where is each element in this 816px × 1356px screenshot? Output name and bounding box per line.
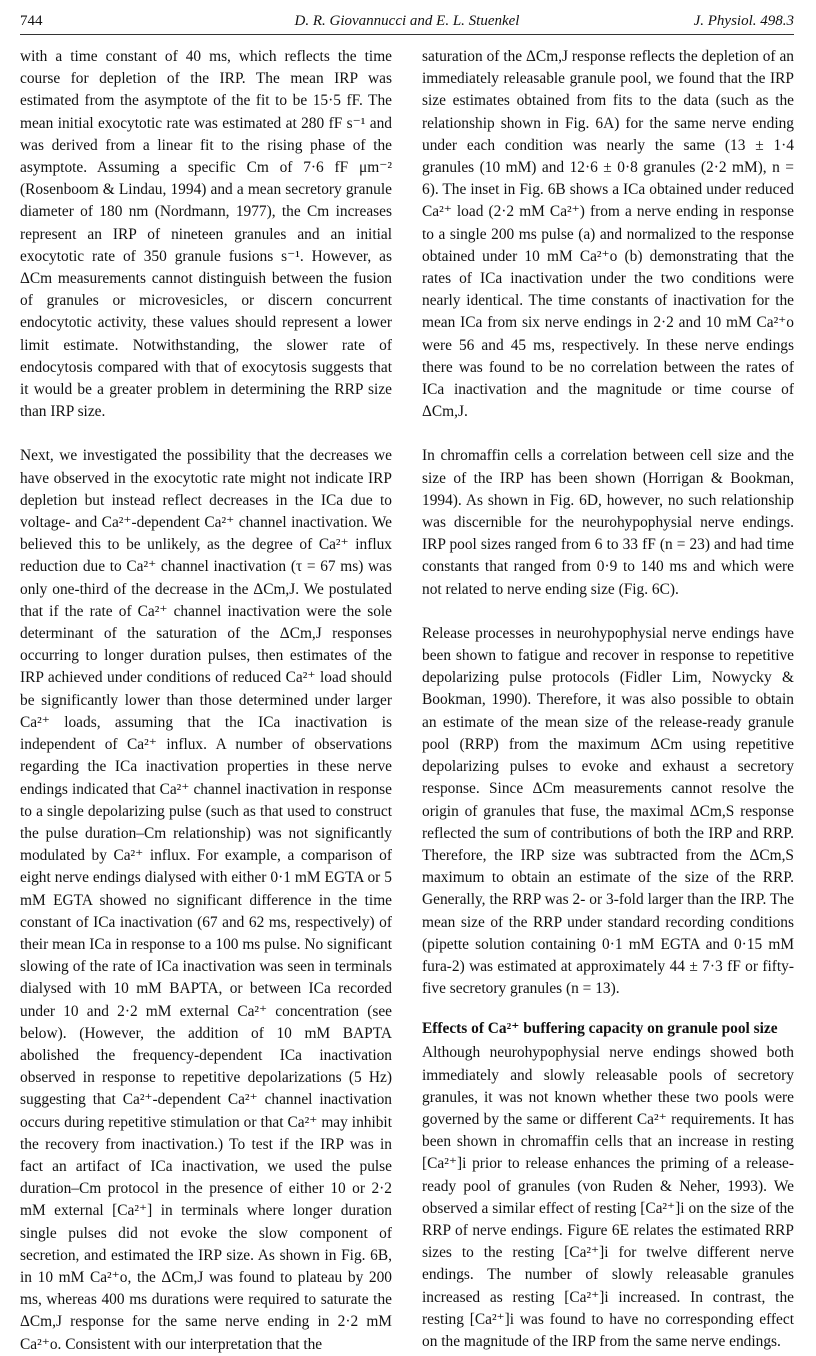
right-column: [422, 46, 794, 1353]
section-heading: Effects of Ca²⁺ buffering capacity on granule pool size: [422, 1020, 778, 1038]
paragraph: Release processes in neurohypophysial nerve endings have been shown to fatigue and recover in response to repetitive depolarizing pulse protocols (Fidler Lim, Nowycky & Bookman, 1990). Therefore, it was also possible to obtain an estimate of the mean size of the release-ready granule pool (RRP) from the maximum ΔCm using repetitive depolarizing pulses to evoke and exhaust a secretory response. Since ΔCm measurements cannot resolve the origin of granules that fuse, the maximal ΔCm,S response reflected the sum of contributions of both the IRP and RRP. Therefore, the IRP size was subtracted from the ΔCm,S maximum to obtain an estimate of the size of the RRP. Generally, the RRP was 2- or 3-fold larger than the IRP. The mean size of the RRP under standard recording conditions (pipette solution containing 0·1 mM EGTA and 0·15 mM fura-2) was estimated at approximately 44 ± 7·3 fF or fifty-five secretory granules (n = 13).: [422, 624, 794, 998]
paragraph: with a time constant of 40 ms, which reflects the time course for depletion of the IRP. The mean IRP was estimated from the asymptote of the fit to be 15·5 fF. The mean initial exocytotic rate was estimated at 280 fF s⁻¹ and was derived from a linear fit to the rising phase of the asymptote. Assuming a specific Cm of 7·6 fF μm⁻² (Rosenboom & Lindau, 1994) and a mean secretory granule diameter of 180 nm (Nordmann, 1977), the Cm increases represent an IRP of nineteen granules and an initial exocytotic rate of 350 granule fusions s⁻¹. However, as ΔCm measurements cannot distinguish between the fusion of granules or microvesicles, or discern concurrent endocytotic activity, these values should represent a lower limit estimate. Notwithstanding, the slower rate of endocytosis compared with that of exocytosis suggests that it would be a greater problem in determining the RRP size than IRP size.: [20, 48, 392, 421]
paragraph: In chromaffin cells a correlation between cell size and the size of the IRP has been shown (Horrigan & Bookman, 1994). As shown in Fig. 6D, however, no such relationship was discernible for the neurohypophysial nerve endings. IRP pool sizes ranged from 6 to 33 fF (n = 23) and had time constants that ranged from 0·9 to 140 ms and which were not related to nerve ending size (Fig. 6C).: [422, 447, 794, 598]
paragraph: Next, we investigated the possibility that the decreases we have observed in the exocytotic rate might not indicate IRP depletion but instead reflect decreases in the ICa due to voltage- and Ca²⁺-dependent Ca²⁺ channel inactivation. We believed this to be unlikely, as the degree of Ca²⁺ influx reduction due to Ca²⁺ channel inactivation (τ = 67 ms) was only one-third of the decrease in the ΔCm,J. We postulated that if the rate of Ca²⁺ channel inactivation were the sole determinant of the saturation of the ΔCm,J responses occurring to longer duration pulses, then estimates of the IRP achieved under conditions of reduced Ca²⁺ load should be significantly lower than those determined under larger Ca²⁺ loads, assuming that the ICa inactivation is independent of Ca²⁺ influx. A number of observations regarding the ICa inactivation properties in these nerve endings indicated that Ca²⁺ channel inactivation in response to a single depolarizing pulse (such as that used to construct the pulse duration–Cm relationship) was not significantly modulated by Ca²⁺ influx. For example, a comparison of eight nerve endings dialysed with either 0·1 mM EGTA or 5 mM EGTA showed no significant difference in the time constant of ICa inactivation (67 and 62 ms, respectively) of their mean ICa in response to a 100 ms pulse. No significant slowing of the rate of ICa inactivation was seen in terminals dialysed with 10 mM BAPTA, or between ICa recorded under 10 and 2·2 mM external Ca²⁺ concentration (see below). (However, the addition of 10 mM BAPTA abolished the frequency-dependent ICa inactivation observed in response to repetitive depolarizations (5 Hz) suggesting that Ca²⁺-dependent Ca²⁺ channel inactivation occurs during repetitive stimulation or that Ca²⁺ may inhibit the recovery from inactivation.) To test if the IRP was in fact an artifact of ICa inactivation, we used the pulse duration–Cm protocol in the presence of either 10 or 2·2 mM external [Ca²⁺] in terminals where longer duration single pulses did not evoke the slow component of secretion, and estimated the IRP size. As shown in Fig. 6B, in 10 mM Ca²⁺o, the ΔCm,J was found to plateau by 200 ms, whereas 400 ms durations were required to saturate the ΔCm,J response for the same nerve ending in 2·2 mM Ca²⁺o. Consistent with our interpretation that the: [20, 447, 392, 1353]
left-column: [20, 46, 392, 1356]
paragraph: saturation of the ΔCm,J response reflects the depletion of an immediately releasable granule pool, we found that the IRP size estimates obtained from fits to the data (such as the relationship shown in Fig. 6A) for the same nerve ending under each condition was nearly the same (13 ± 1·4 granules (10 mM) and 12·6 ± 0·8 granules (2·2 mM), n = 6). The inset in Fig. 6B shows a ICa obtained under reduced Ca²⁺ load (2·2 mM Ca²⁺) from a nerve ending in response to a single 200 ms pulse (a) and normalized to the response obtained under 10 mM Ca²⁺o (b) demonstrating that the rates of ICa inactivation under the two conditions were nearly identical. The time constants of inactivation for the mean ICa from six nerve endings in 2·2 and 10 mM Ca²⁺o were 56 and 45 ms, respectively. In these nerve endings there was found to be no correlation between the rates of ICa inactivation and the magnitude or time course of ΔCm,J.: [422, 48, 794, 421]
running-title: D. R. Giovannucci and E. L. Stuenkel: [294, 13, 520, 29]
running-header: [20, 10, 794, 32]
paragraph: Although neurohypophysial nerve endings showed both immediately and slowly releasable pools of secretory granules, it was not known whether these two pools were governed by the same or different Ca²⁺ requirements. It has been shown in chromaffin cells that an increase in resting [Ca²⁺]i prior to release enhances the priming of a release-ready pool of granules (von Ruden & Neher, 1993). We observed a similar effect of resting [Ca²⁺]i on the size of the RRP of nerve endings. Figure 6E relates the estimated RRP sizes to the resting [Ca²⁺]i for twelve different nerve endings. The number of slowly releasable granules increased as resting [Ca²⁺]i increased. In contrast, the resting [Ca²⁺]i was found to have no corresponding effect on the magnitude of the IRP from the same nerve endings.: [422, 1044, 794, 1350]
journal-reference: J. Physiol. 498.3: [693, 13, 794, 29]
page-number: 744: [20, 13, 43, 29]
header-rule: [20, 34, 794, 35]
